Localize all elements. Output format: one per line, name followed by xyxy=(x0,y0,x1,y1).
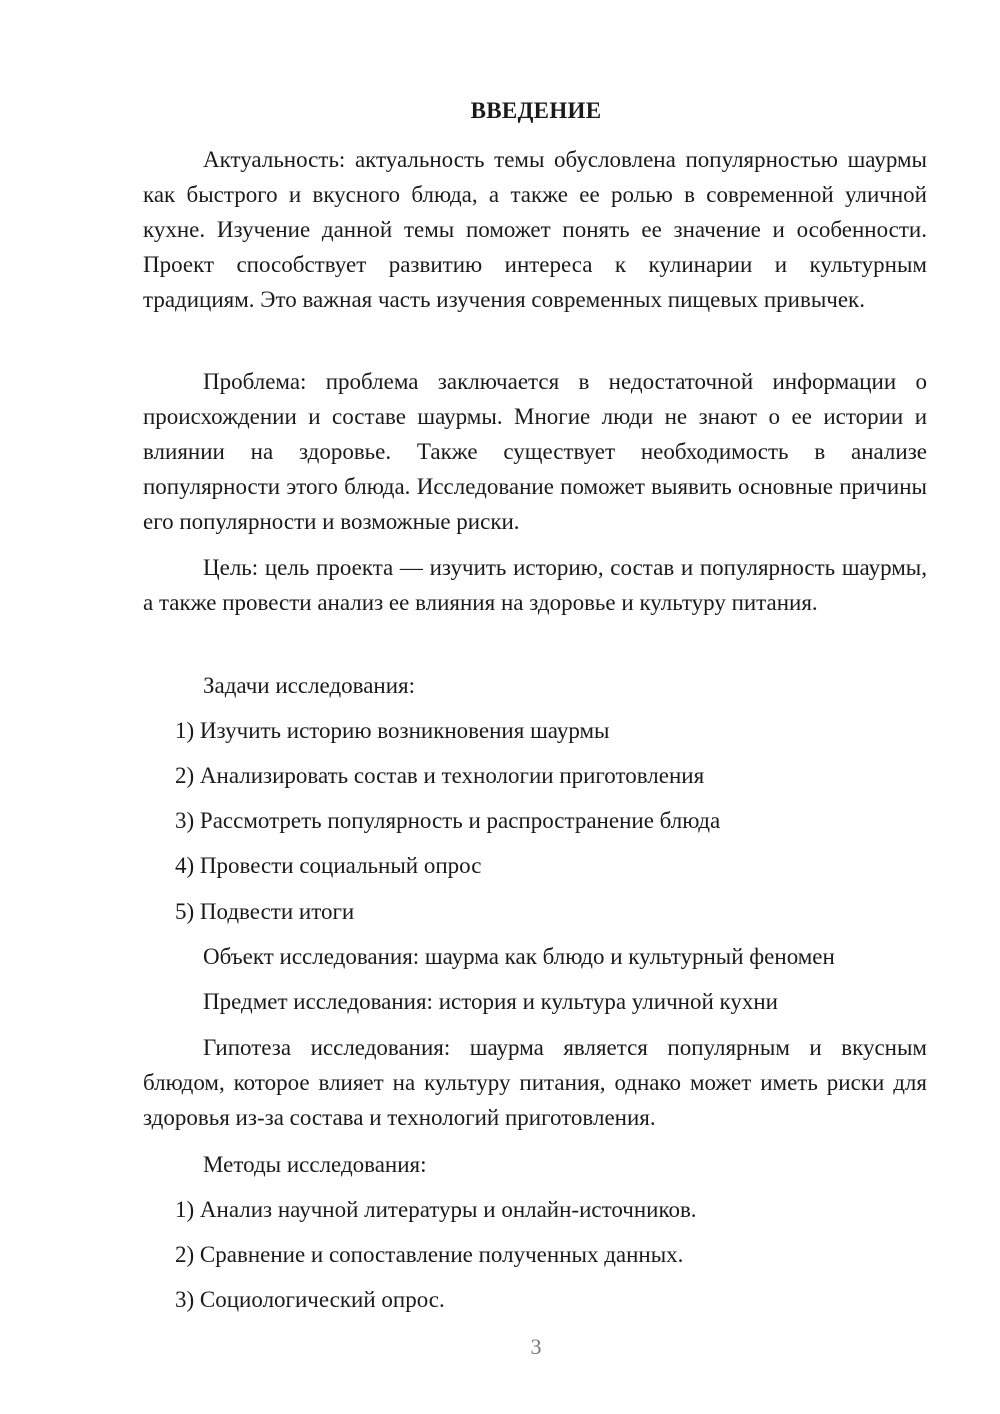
page-title: ВВЕДЕНИЕ xyxy=(470,98,602,123)
method-item: 3) Социологический опрос. xyxy=(175,1287,445,1312)
method-item: 2) Сравнение и сопоставление полученных данных. xyxy=(175,1242,684,1267)
problem-paragraph: Проблема: проблема заключается в недостаточной информации о происхождении и составе шаурмы. Многие люди не знают о ее истории и влиянии на здоровье. Также существует необходимость в анализе популярности этого блюда. Исследование поможет выявить основные причины его популярности и возможные риски. xyxy=(143,369,927,534)
method-item: 1) Анализ научной литературы и онлайн-источников. xyxy=(175,1197,697,1222)
tasks-heading: Задачи исследования: xyxy=(203,673,416,698)
task-item: 3) Рассмотреть популярность и распространение блюда xyxy=(175,808,721,833)
task-item: 5) Подвести итоги xyxy=(175,899,355,924)
task-item: 4) Провести социальный опрос xyxy=(175,853,482,878)
methods-heading: Методы исследования: xyxy=(203,1152,427,1177)
research-subject: Предмет исследования: история и культура уличной кухни xyxy=(203,989,778,1014)
relevance-paragraph: Актуальность: актуальность темы обусловлена популярностью шаурмы как быстрого и вкусного блюда, а также ее ролью в современной уличной кухне. Изучение данной темы поможет понять ее значение и особенности. Проект способствует развитию интереса к кулинарии и культурным традициям. Это важная часть изучения современных пищевых привычек. xyxy=(143,147,927,312)
hypothesis-paragraph: Гипотеза исследования: шаурма является популярным и вкусным блюдом, которое влияет на культуру питания, однако может иметь риски для здоровья из-за состава и технологий приготовления. xyxy=(143,1035,927,1130)
page-number: 3 xyxy=(530,1334,542,1359)
goal-paragraph: Цель: цель проекта — изучить историю, состав и популярность шаурмы, а также провести анализ ее влияния на здоровье и культуру питания. xyxy=(143,555,927,615)
task-item: 2) Анализировать состав и технологии приготовления xyxy=(175,763,705,788)
task-item: 1) Изучить историю возникновения шаурмы xyxy=(175,718,610,743)
research-object: Объект исследования: шаурма как блюдо и культурный феномен xyxy=(203,944,835,969)
